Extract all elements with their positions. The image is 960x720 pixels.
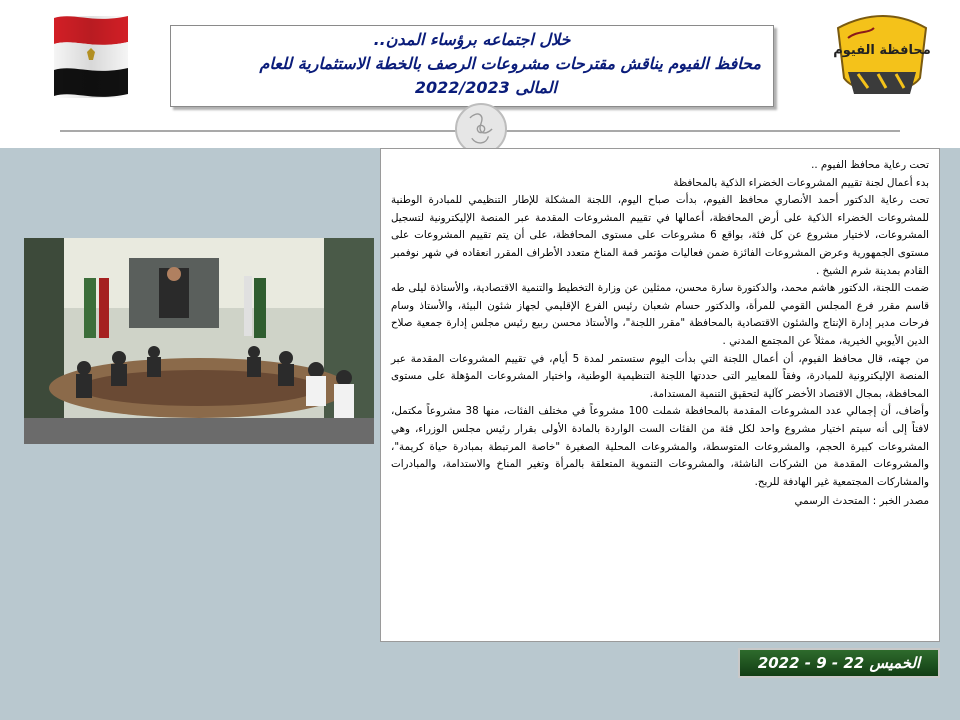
article-paragraph: ضمت اللجنة، الدكتور هاشم محمد، والدكتورة سارة محسن، ممثلين عن وزارة التخطيط والتنمية الاقتصادية، والأستاذة ليلى طه قاسم مقرر فرع المجلس القومي للمرأة، والدكتور حسام شعبان رئيس الفرع الإقليمي لجهاز شئون البيئة، والأستاذ وسام فرحات مدير إدارة الإنتاج والشئون الاقتصادية بالمحافظة "مقرر اللجنة"، والأستاذ محسن ربيع رئيس مجلس إدارة جمعية صلاح الدين الأيوبي الخيرية، ممثلاً عن المجتمع المدني .	[391, 282, 929, 347]
article-source: مصدر الخبر : المتحدث الرسمي	[794, 495, 929, 508]
logo-text: محافظة الفيوم	[833, 43, 931, 58]
article-paragraph: من جهته، قال محافظ الفيوم، أن أعمال اللجنة التي بدأت اليوم ستستمر لمدة 5 أيام، في تقييم المشروعات المقدمة عبر المنصة الإليكترونية للمبادرة، وفقاً للمعايير التى حددتها اللجنة التنظيمية الوطنية، واختيار المشروعات المؤهلة على مستوى المحافظة، بمجال الاقتصاد الأخضر كآلية لتحقيق التنمية المستدامة.	[391, 352, 929, 400]
headline-line-1: خلال اجتماعه برؤساء المدن..	[373, 30, 571, 49]
fayoum-logo-icon	[828, 8, 936, 116]
article-paragraph: تحت رعاية الدكتور أحمد الأنصاري محافظ الفيوم، بدأت صباح اليوم، اللجنة المشكلة للإطار التنظيمي للمبادرة الوطنية للمشروعات الخضراء الذكية على أرض المحافظة، أعمالها في تقييم المشروعات المقدمة عبر المنصة الإليكترونية لتسجيل المشروعات، لاختيار مشروع عن كل فئة، بواقع 6 مشروعات على مستوى المحافظة، على أن يتم تقييم المشروعات على مستوى الجمهورية وعرض المشروعات الفائزة ضمن فعاليات مؤتمر قمة المناخ متعدد الأطراف المقرر انعقاده في شهر نوفمبر القادم بمدينة شرم الشيخ .	[391, 194, 929, 277]
article-body	[380, 148, 940, 642]
headline-box	[170, 25, 774, 107]
article-paragraph: بدء أعمال لجنة تقييم المشروعات الخضراء الذكية بالمحافظة	[673, 176, 929, 189]
article-paragraph: وأضاف، أن إجمالي عدد المشروعات المقدمة بالمحافظة شملت 100 مشروعاً في مختلف الفئات، منها 38 مشروعاً مكتمل، لافتاً إلى أنه سيتم اختيار مشروع واحد لكل فئة من الفئات الست الواردة بالمادة الأولى بقرار رئيس مجلس الوزراء، وهي المشروعات كبيرة الحجم، والمشروعات المتوسطة، والمشروعات المحلية الصغيرة "خاصة المرتبطة بمبادرة حياة كريمة"، والمشروعات المقدمة من الشركات الناشئة، والمشروعات التنموية المتعلقة بالمرأة وتغير المناخ والاستدامة، والمبادرات والمشاركات المجتمعية غير الهادفة للربح.	[391, 405, 929, 488]
date-bar: الخميس 22 - 9 - 2022	[738, 648, 940, 678]
headline-line-3: المالى 2022/2023	[414, 78, 557, 97]
article-paragraph: تحت رعاية محافظ الفيوم ..	[811, 159, 929, 171]
headline-line-2: محافظ الفيوم يناقش مقترحات مشروعات الرصف بالخطة الاستثمارية للعام	[259, 54, 761, 73]
meeting-photo	[24, 238, 374, 444]
egypt-flag-icon	[52, 12, 130, 100]
